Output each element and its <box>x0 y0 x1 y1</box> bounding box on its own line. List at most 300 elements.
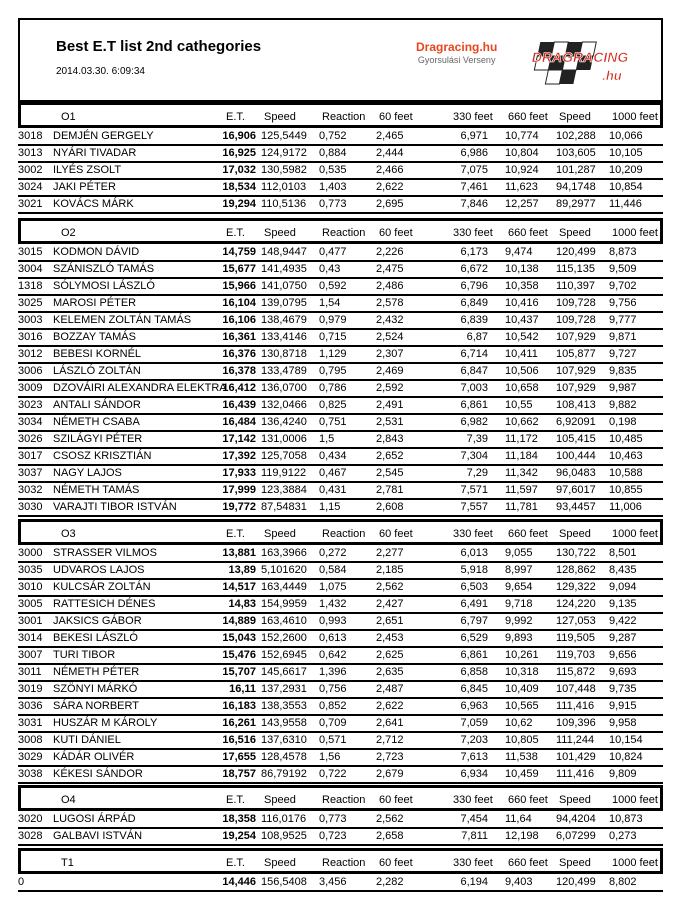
et-value: 16,412 <box>222 382 256 394</box>
speed-value: 152,2600 <box>261 632 307 644</box>
ft330-value: 6,963 <box>460 700 488 712</box>
entry-number: 3028 <box>18 830 43 842</box>
class-label: O4 <box>61 794 76 806</box>
speed-value: 123,3884 <box>261 484 307 496</box>
driver-name: BOZZAY TAMÁS <box>53 331 136 343</box>
col-header-speed2: Speed <box>559 857 591 869</box>
et-value: 16,484 <box>222 416 256 428</box>
ft1000-value: 9,094 <box>609 581 637 593</box>
driver-name: ILYÉS ZSOLT <box>53 164 122 176</box>
reaction-value: 0,773 <box>319 813 347 825</box>
table-row <box>18 432 663 449</box>
ft660-value: 11,623 <box>505 181 538 193</box>
speed-value: 128,4578 <box>261 751 307 763</box>
reaction-value: 0,434 <box>319 450 347 462</box>
col-header-reaction: Reaction <box>322 794 366 806</box>
speed-value: 87,54831 <box>261 501 307 513</box>
ft660-value: 10,774 <box>505 130 539 142</box>
table-row <box>18 483 663 500</box>
col-header-ft60: 60 feet <box>379 857 413 869</box>
table-row <box>18 500 663 517</box>
ft60-value: 2,658 <box>376 830 404 842</box>
ft1000-value: 11,446 <box>609 198 642 210</box>
reaction-value: 0,756 <box>319 683 347 695</box>
speed-value: 5,101620 <box>261 564 307 576</box>
ft660-value: 11,342 <box>505 467 538 479</box>
et-value: 17,032 <box>222 164 256 176</box>
ft330-value: 7,811 <box>461 830 488 842</box>
reaction-value: 0,795 <box>319 365 347 377</box>
col-header-ft330: 330 feet <box>453 528 493 540</box>
reaction-value: 0,592 <box>319 280 347 292</box>
speed2-value: 120,499 <box>556 876 596 888</box>
col-header-ft1000: 1000 feet <box>612 227 658 239</box>
et-value: 13,881 <box>222 547 256 559</box>
ft330-value: 6,861 <box>460 399 488 411</box>
ft1000-value: 9,693 <box>609 666 637 678</box>
driver-name: KÉKESI SÁNDOR <box>53 768 143 780</box>
ft1000-value: 9,422 <box>609 615 637 627</box>
table-row <box>18 829 663 846</box>
reaction-value: 0,584 <box>319 564 347 576</box>
speed-value: 141,0750 <box>261 280 307 292</box>
col-header-speed: Speed <box>264 857 296 869</box>
speed2-value: 107,929 <box>556 365 596 377</box>
entry-number: 3031 <box>18 717 43 729</box>
col-header-et: E.T. <box>226 528 245 540</box>
speed2-value: 110,397 <box>556 280 595 292</box>
entry-number: 3019 <box>18 683 43 695</box>
entry-number: 3011 <box>18 666 42 678</box>
ft660-value: 8,997 <box>505 564 533 576</box>
speed2-value: 94,1748 <box>556 181 596 193</box>
driver-name: NÉMETH TAMÁS <box>53 484 140 496</box>
ft660-value: 9,718 <box>505 598 533 610</box>
reaction-value: 1,56 <box>319 751 341 763</box>
driver-name: SZÁNISZLÓ TAMÁS <box>53 263 155 275</box>
table-row <box>18 398 663 415</box>
entry-number: 3020 <box>18 813 43 825</box>
col-header-ft1000: 1000 feet <box>612 794 658 806</box>
col-header-ft1000: 1000 feet <box>612 857 658 869</box>
col-header-ft60: 60 feet <box>379 528 413 540</box>
table-row <box>18 614 663 631</box>
speed-value: 137,6310 <box>261 734 307 746</box>
table-row <box>18 682 663 699</box>
col-header-speed: Speed <box>264 794 296 806</box>
speed-value: 138,4679 <box>261 314 307 326</box>
ft60-value: 2,307 <box>376 348 404 360</box>
reaction-value: 0,272 <box>319 547 347 559</box>
ft1000-value: 8,873 <box>609 246 637 258</box>
ft660-value: 9,055 <box>505 547 533 559</box>
et-value: 19,254 <box>222 830 256 842</box>
speed-value: 143,9558 <box>261 717 307 729</box>
ft660-value: 9,654 <box>505 581 533 593</box>
table-row <box>18 750 663 767</box>
ft660-value: 11,184 <box>505 450 538 462</box>
speed2-value: 111,244 <box>556 734 595 746</box>
ft1000-value: 9,287 <box>609 632 637 644</box>
col-header-ft330: 330 feet <box>453 227 493 239</box>
driver-name: KULCSÁR ZOLTÁN <box>53 581 151 593</box>
ft330-value: 6,194 <box>460 876 488 888</box>
table-row <box>18 875 663 892</box>
ft1000-value: 8,501 <box>609 547 637 559</box>
ft60-value: 2,531 <box>376 416 404 428</box>
reaction-value: 0,852 <box>319 700 347 712</box>
ft330-value: 7,454 <box>460 813 488 825</box>
ft330-value: 7,003 <box>460 382 488 394</box>
ft60-value: 2,486 <box>376 280 404 292</box>
ft660-value: 9,403 <box>505 876 533 888</box>
driver-name: ANTALI SÁNDOR <box>53 399 141 411</box>
et-value: 16,516 <box>222 734 256 746</box>
et-value: 18,757 <box>222 768 256 780</box>
col-header-reaction: Reaction <box>322 857 366 869</box>
speed2-value: 105,877 <box>556 348 596 360</box>
ft60-value: 2,641 <box>376 717 404 729</box>
ft60-value: 2,453 <box>376 632 404 644</box>
ft660-value: 10,55 <box>505 399 533 411</box>
et-value: 14,889 <box>222 615 256 627</box>
ft1000-value: 10,463 <box>609 450 643 462</box>
entry-number: 0 <box>18 876 25 888</box>
ft1000-value: 10,105 <box>609 147 643 159</box>
col-header-speed2: Speed <box>559 528 591 540</box>
ft660-value: 10,459 <box>505 768 539 780</box>
et-value: 14,83 <box>228 598 256 610</box>
col-header-reaction: Reaction <box>322 111 366 123</box>
driver-name: NÉMETH CSABA <box>53 416 140 428</box>
driver-name: GALBAVI ISTVÁN <box>53 830 143 842</box>
col-header-ft660: 660 feet <box>508 857 548 869</box>
section-header-o4 <box>18 785 663 811</box>
ft60-value: 2,652 <box>376 450 404 462</box>
ft60-value: 2,545 <box>376 467 404 479</box>
col-header-ft660: 660 feet <box>508 227 548 239</box>
col-header-et: E.T. <box>226 794 245 806</box>
col-header-speed: Speed <box>264 227 296 239</box>
et-value: 16,439 <box>222 399 256 411</box>
speed2-value: 89,2977 <box>556 198 596 210</box>
speed2-value: 93,4457 <box>556 501 596 513</box>
ft330-value: 7,304 <box>460 450 488 462</box>
col-header-speed: Speed <box>264 528 296 540</box>
speed2-value: 119,505 <box>556 632 595 644</box>
entry-number: 3024 <box>18 181 43 193</box>
ft1000-value: 0,273 <box>609 830 637 842</box>
ft1000-value: 10,854 <box>609 181 643 193</box>
speed-value: 136,0700 <box>261 382 307 394</box>
col-header-ft660: 660 feet <box>508 111 548 123</box>
entry-number: 3001 <box>18 615 43 627</box>
speed-value: 130,5982 <box>261 164 307 176</box>
table-row <box>18 313 663 330</box>
ft330-value: 6,971 <box>460 130 488 142</box>
ft1000-value: 10,066 <box>609 130 643 142</box>
et-value: 16,104 <box>222 297 256 309</box>
speed2-value: 128,862 <box>556 564 596 576</box>
reaction-value: 0,477 <box>319 246 347 258</box>
table-row <box>18 415 663 432</box>
speed-value: 125,5449 <box>261 130 307 142</box>
ft1000-value: 0,198 <box>609 416 637 428</box>
ft1000-value: 9,756 <box>609 297 637 309</box>
entry-number: 3015 <box>18 246 43 258</box>
col-header-speed2: Speed <box>559 111 591 123</box>
class-label: T1 <box>61 857 74 869</box>
ft60-value: 2,226 <box>376 246 404 258</box>
reaction-value: 0,773 <box>319 198 347 210</box>
driver-name: UDVAROS LAJOS <box>53 564 145 576</box>
reaction-value: 1,396 <box>319 666 347 678</box>
speed-value: 124,9172 <box>261 147 307 159</box>
ft660-value: 10,411 <box>505 348 538 360</box>
page-title: Best E.T list 2nd cathegories <box>56 38 262 55</box>
ft660-value: 10,662 <box>505 416 539 428</box>
ft660-value: 11,64 <box>505 813 532 825</box>
ft660-value: 10,804 <box>505 147 539 159</box>
ft660-value: 11,172 <box>505 433 538 445</box>
ft660-value: 10,409 <box>505 683 539 695</box>
ft660-value: 10,565 <box>505 700 539 712</box>
et-value: 16,261 <box>222 717 256 729</box>
driver-name: KODMON DÁVID <box>53 246 140 258</box>
reaction-value: 0,752 <box>319 130 347 142</box>
table-row <box>18 699 663 716</box>
reaction-value: 0,786 <box>319 382 347 394</box>
table-row <box>18 262 663 279</box>
ft60-value: 2,444 <box>376 147 404 159</box>
ft330-value: 7,557 <box>460 501 488 513</box>
ft1000-value: 9,871 <box>609 331 637 343</box>
et-value: 17,142 <box>222 433 256 445</box>
entry-number: 3004 <box>18 263 43 275</box>
ft1000-value: 9,727 <box>609 348 637 360</box>
et-value: 15,707 <box>222 666 256 678</box>
ft1000-value: 9,882 <box>609 399 637 411</box>
ft660-value: 12,198 <box>505 830 539 842</box>
ft1000-value: 10,154 <box>609 734 643 746</box>
speed-value: 148,9447 <box>261 246 307 258</box>
ft660-value: 11,538 <box>505 751 538 763</box>
reaction-value: 0,722 <box>319 768 347 780</box>
et-value: 14,759 <box>222 246 256 258</box>
driver-name: STRASSER VILMOS <box>53 547 157 559</box>
col-header-speed: Speed <box>264 111 296 123</box>
ft330-value: 7,571 <box>460 484 488 496</box>
et-value: 15,043 <box>222 632 256 644</box>
ft330-value: 6,986 <box>460 147 488 159</box>
col-header-reaction: Reaction <box>322 227 366 239</box>
speed-value: 137,2931 <box>261 683 307 695</box>
reaction-value: 0,613 <box>319 632 347 644</box>
table-row <box>18 296 663 313</box>
ft330-value: 6,849 <box>460 297 488 309</box>
table-row <box>18 330 663 347</box>
et-value: 17,933 <box>222 467 256 479</box>
ft60-value: 2,427 <box>376 598 404 610</box>
ft660-value: 9,474 <box>505 246 533 258</box>
speed2-value: 103,605 <box>556 147 596 159</box>
ft60-value: 2,712 <box>376 734 404 746</box>
reaction-value: 1,432 <box>319 598 347 610</box>
et-value: 14,446 <box>222 876 256 888</box>
ft330-value: 6,934 <box>460 768 488 780</box>
brand-block <box>416 40 497 65</box>
table-row <box>18 631 663 648</box>
table-row <box>18 146 663 163</box>
col-header-speed2: Speed <box>559 794 591 806</box>
ft330-value: 7,075 <box>460 164 488 176</box>
ft660-value: 9,893 <box>505 632 533 644</box>
ft1000-value: 9,135 <box>609 598 637 610</box>
table-row <box>18 129 663 146</box>
speed2-value: 108,413 <box>556 399 596 411</box>
table-row <box>18 449 663 466</box>
speed2-value: 6,07299 <box>556 830 596 842</box>
ft330-value: 6,173 <box>460 246 488 258</box>
ft330-value: 6,847 <box>460 365 488 377</box>
et-value: 18,534 <box>222 181 256 193</box>
entry-number: 3032 <box>18 484 43 496</box>
ft60-value: 2,432 <box>376 314 404 326</box>
ft330-value: 7,846 <box>460 198 488 210</box>
speed2-value: 100,444 <box>556 450 596 462</box>
ft330-value: 6,797 <box>460 615 488 627</box>
ft60-value: 2,592 <box>376 382 404 394</box>
reaction-value: 0,431 <box>319 484 347 496</box>
entry-number: 3030 <box>18 501 43 513</box>
speed2-value: 109,728 <box>556 314 596 326</box>
et-value: 19,294 <box>222 198 256 210</box>
ft60-value: 2,651 <box>376 615 404 627</box>
ft660-value: 10,658 <box>505 382 539 394</box>
entry-number: 3016 <box>18 331 43 343</box>
reaction-value: 0,751 <box>319 416 347 428</box>
table-row <box>18 180 663 197</box>
reaction-value: 1,129 <box>319 348 347 360</box>
entry-number: 3007 <box>18 649 43 661</box>
col-header-reaction: Reaction <box>322 528 366 540</box>
speed-value: 86,79192 <box>261 768 307 780</box>
ft1000-value: 9,915 <box>609 700 637 712</box>
col-header-et: E.T. <box>226 111 245 123</box>
entry-number: 3014 <box>18 632 43 644</box>
ft60-value: 2,723 <box>376 751 404 763</box>
speed2-value: 102,288 <box>556 130 596 142</box>
speed-value: 138,3553 <box>261 700 307 712</box>
reaction-value: 0,571 <box>319 734 347 746</box>
entry-number: 3003 <box>18 314 43 326</box>
ft60-value: 2,277 <box>376 547 404 559</box>
speed-value: 108,9525 <box>261 830 307 842</box>
ft330-value: 6,87 <box>466 331 488 343</box>
table-row <box>18 197 663 214</box>
ft60-value: 2,475 <box>376 263 404 275</box>
ft60-value: 2,635 <box>376 666 404 678</box>
speed-value: 163,4449 <box>261 581 307 593</box>
section-header-t1 <box>18 848 663 874</box>
reaction-value: 3,456 <box>319 876 347 888</box>
speed2-value: 96,0483 <box>556 467 596 479</box>
ft1000-value: 9,835 <box>609 365 637 377</box>
entry-number: 3013 <box>18 147 43 159</box>
et-value: 15,476 <box>222 649 256 661</box>
et-value: 17,999 <box>222 484 256 496</box>
ft660-value: 11,781 <box>505 501 538 513</box>
ft330-value: 6,861 <box>460 649 488 661</box>
speed2-value: 111,416 <box>556 700 595 712</box>
ft330-value: 5,918 <box>460 564 488 576</box>
ft1000-value: 9,987 <box>609 382 637 394</box>
speed-value: 136,4240 <box>261 416 307 428</box>
ft60-value: 2,625 <box>376 649 404 661</box>
speed2-value: 109,396 <box>556 717 596 729</box>
ft1000-value: 11,006 <box>609 501 642 513</box>
ft60-value: 2,578 <box>376 297 404 309</box>
table-row <box>18 716 663 733</box>
class-label: O1 <box>61 111 76 123</box>
speed2-value: 120,499 <box>556 246 596 258</box>
entry-number: 3026 <box>18 433 43 445</box>
ft60-value: 2,608 <box>376 501 404 513</box>
report-timestamp: 2014.03.30. 6:09:34 <box>56 66 145 77</box>
col-header-ft1000: 1000 feet <box>612 528 658 540</box>
driver-name: SÓLYMOSI LÁSZLÓ <box>53 280 155 292</box>
driver-name: HUSZÁR M KÁROLY <box>53 717 158 729</box>
driver-name: VARAJTI TIBOR ISTVÁN <box>53 501 177 513</box>
ft330-value: 7,059 <box>460 717 488 729</box>
reaction-value: 0,709 <box>319 717 347 729</box>
driver-name: CSOSZ KRISZTIÁN <box>53 450 152 462</box>
ft1000-value: 9,777 <box>609 314 637 326</box>
speed2-value: 107,929 <box>556 382 596 394</box>
ft330-value: 6,503 <box>460 581 488 593</box>
logo-subtext: .hu <box>602 68 622 83</box>
entry-number: 3010 <box>18 581 43 593</box>
et-value: 17,392 <box>222 450 256 462</box>
driver-name: NYÁRI TIVADAR <box>53 147 137 159</box>
ft60-value: 2,469 <box>376 365 404 377</box>
table-row <box>18 279 663 296</box>
speed2-value: 119,703 <box>556 649 595 661</box>
table-row <box>18 648 663 665</box>
col-header-ft60: 60 feet <box>379 111 413 123</box>
ft60-value: 2,622 <box>376 700 404 712</box>
driver-name: DEMJÉN GERGELY <box>53 130 154 142</box>
reaction-value: 0,715 <box>319 331 347 343</box>
brand-name: Dragracing.hu <box>416 40 498 54</box>
reaction-value: 1,075 <box>319 581 347 593</box>
speed-value: 125,7058 <box>261 450 307 462</box>
reaction-value: 1,54 <box>319 297 341 309</box>
driver-name: LÁSZLÓ ZOLTÁN <box>53 365 141 377</box>
entry-number: 3000 <box>18 547 43 559</box>
speed2-value: 105,415 <box>556 433 596 445</box>
driver-name: KELEMEN ZOLTÁN TAMÁS <box>53 314 192 326</box>
speed-value: 132,0466 <box>261 399 307 411</box>
table-row <box>18 466 663 483</box>
reaction-value: 0,43 <box>319 263 341 275</box>
driver-name: KUTI DÁNIEL <box>53 734 121 746</box>
col-header-ft660: 660 feet <box>508 528 548 540</box>
driver-name: JAKSICS GÁBOR <box>53 615 142 627</box>
speed2-value: 111,416 <box>556 768 595 780</box>
ft330-value: 6,845 <box>460 683 488 695</box>
reaction-value: 0,993 <box>319 615 347 627</box>
